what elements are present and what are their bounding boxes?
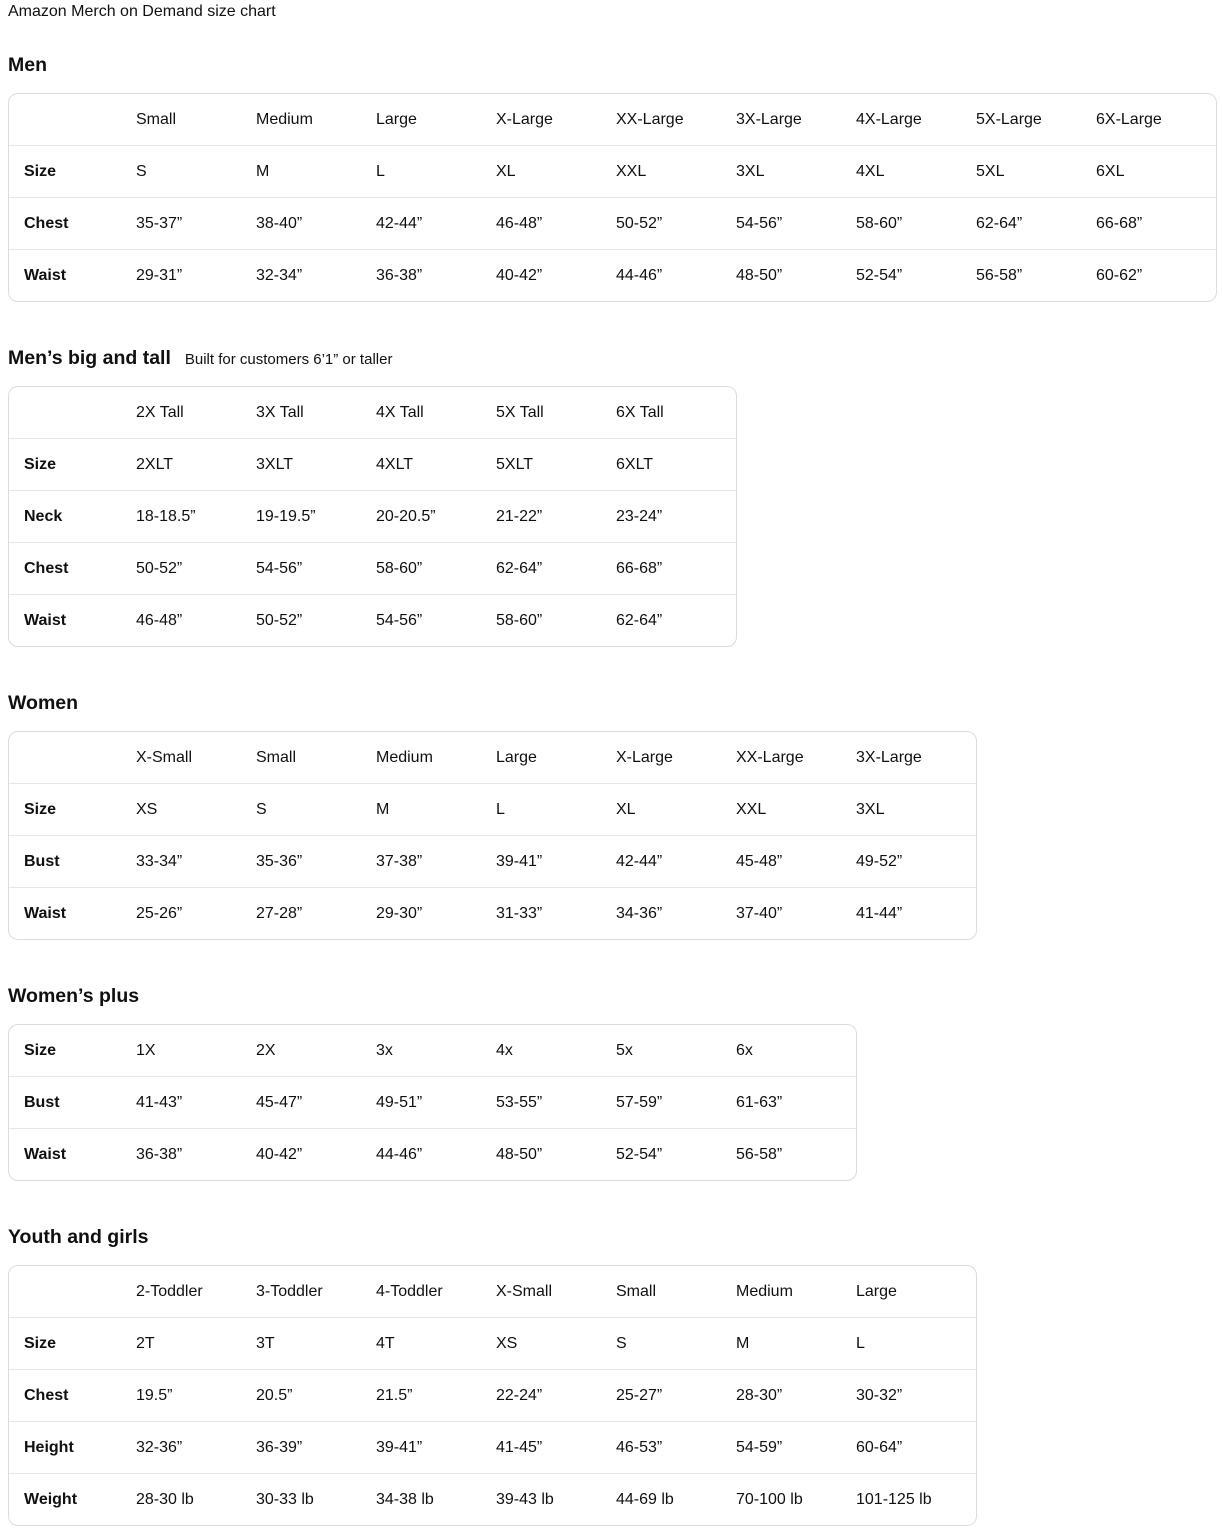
measurement-cell: 31-33” <box>496 887 616 939</box>
measurement-row <box>9 197 1216 249</box>
measurement-cell: 22-24” <box>496 1369 616 1421</box>
measurement-cell: 2X <box>256 1041 276 1059</box>
corner-cell <box>9 387 136 438</box>
corner-cell <box>9 732 136 783</box>
column-header: 6X Tall <box>616 403 664 421</box>
column-header: Large <box>496 748 537 766</box>
measurement-cell: 4XLT <box>376 438 496 490</box>
measurement-row <box>9 249 1216 301</box>
size-chart-sections <box>8 53 1218 1526</box>
row-label: Size <box>24 1041 57 1059</box>
measurement-cell: 39-41” <box>376 1421 496 1473</box>
measurement-cell: 46-53” <box>616 1421 736 1473</box>
measurement-cell: 34-36” <box>616 887 736 939</box>
section-heading: Youth and girls <box>8 1226 149 1248</box>
measurement-row <box>9 438 736 490</box>
measurement-cell: XL <box>496 145 616 197</box>
column-header: Medium <box>256 110 313 128</box>
measurement-cell: XL <box>616 783 736 835</box>
row-label: Size <box>9 438 136 490</box>
measurement-cell: 2XLT <box>136 438 256 490</box>
measurement-cell: M <box>736 1317 856 1369</box>
measurement-cell: 30-33 lb <box>256 1473 376 1525</box>
column-header: 2-Toddler <box>136 1282 203 1300</box>
section-mens-big-and-tall <box>8 346 1218 647</box>
measurement-cell: XS <box>496 1317 616 1369</box>
column-header: XX-Large <box>736 748 804 766</box>
row-label: Weight <box>9 1473 136 1525</box>
measurement-row <box>9 1076 856 1128</box>
measurement-cell: 4XL <box>856 145 976 197</box>
measurement-cell: 101-125 lb <box>856 1473 976 1525</box>
measurement-cell: 58-60” <box>496 594 616 646</box>
measurement-cell: 6x <box>736 1041 753 1059</box>
measurement-cell: 3XL <box>736 145 856 197</box>
page-title: Amazon Merch on Demand size chart <box>8 3 276 20</box>
measurement-cell: 52-54” <box>856 249 976 301</box>
size-table-womens-plus <box>8 1024 857 1181</box>
measurement-cell: S <box>256 783 376 835</box>
measurement-row <box>9 1473 976 1525</box>
corner-cell <box>9 1266 136 1317</box>
section-youth-and-girls <box>8 1225 1218 1526</box>
column-header: Large <box>376 110 417 128</box>
measurement-cell: 34-38 lb <box>376 1473 496 1525</box>
measurement-cell: 37-38” <box>376 835 496 887</box>
column-header: Medium <box>376 748 433 766</box>
measurement-row <box>9 1317 976 1369</box>
row-label: Waist <box>9 887 136 939</box>
measurement-cell: 4x <box>496 1041 513 1059</box>
measurement-cell: S <box>136 145 256 197</box>
section-heading-row <box>8 984 1218 1008</box>
measurement-cell: 32-34” <box>256 249 376 301</box>
column-header: 4X-Large <box>856 110 922 128</box>
measurement-cell: XXL <box>616 145 736 197</box>
column-header: Small <box>136 110 177 128</box>
measurement-cell: 70-100 lb <box>736 1473 856 1525</box>
measurement-cell: 44-46” <box>616 249 736 301</box>
column-header: 4-Toddler <box>376 1282 443 1300</box>
column-header: 3X-Large <box>856 748 922 766</box>
measurement-cell: 53-55” <box>496 1076 616 1128</box>
measurement-cell: 41-45” <box>496 1421 616 1473</box>
row-label: Waist <box>9 594 136 646</box>
measurement-cell: 54-59” <box>736 1421 856 1473</box>
section-women <box>8 691 1218 940</box>
measurement-cell: 3XLT <box>256 438 376 490</box>
measurement-cell: 54-56” <box>376 594 496 646</box>
measurement-row <box>9 1128 856 1180</box>
measurement-row <box>9 783 976 835</box>
measurement-row <box>9 594 736 646</box>
measurement-cell: 35-36” <box>256 835 376 887</box>
measurement-cell: 33-34” <box>136 835 256 887</box>
measurement-cell: 52-54” <box>616 1128 736 1180</box>
measurement-cell: 38-40” <box>256 197 376 249</box>
measurement-cell: 36-39” <box>256 1421 376 1473</box>
measurement-cell: 20-20.5” <box>376 490 496 542</box>
measurement-cell: 54-56” <box>256 542 376 594</box>
measurement-cell: L <box>376 145 496 197</box>
column-header: 5X-Large <box>976 110 1042 128</box>
measurement-cell: 50-52” <box>616 197 736 249</box>
measurement-cell: 45-47” <box>256 1076 376 1128</box>
measurement-row <box>9 145 1216 197</box>
measurement-cell: 30-32” <box>856 1369 976 1421</box>
measurement-cell: 32-36” <box>136 1421 256 1473</box>
measurement-cell: 44-69 lb <box>616 1473 736 1525</box>
column-header: 4X Tall <box>376 403 424 421</box>
measurement-cell: 62-64” <box>496 542 616 594</box>
measurement-cell: 5XLT <box>496 438 616 490</box>
measurement-cell: 61-63” <box>736 1076 856 1128</box>
column-header: Large <box>856 1282 897 1300</box>
row-label: Height <box>9 1421 136 1473</box>
measurement-row <box>9 1025 856 1076</box>
row-label: Waist <box>9 249 136 301</box>
size-table-women <box>8 731 977 940</box>
measurement-cell: 23-24” <box>616 490 736 542</box>
measurement-cell: 21-22” <box>496 490 616 542</box>
measurement-cell: 36-38” <box>136 1128 256 1180</box>
column-header-row <box>9 1266 976 1317</box>
size-table-youth-and-girls <box>8 1265 977 1526</box>
section-heading: Men’s big and tall <box>8 347 171 369</box>
measurement-row <box>9 887 976 939</box>
section-men <box>8 53 1218 302</box>
row-label: Waist <box>9 1128 136 1180</box>
measurement-cell: 54-56” <box>736 197 856 249</box>
measurement-cell: 60-62” <box>1096 249 1216 301</box>
measurement-cell: 25-26” <box>136 887 256 939</box>
measurement-cell: 58-60” <box>856 197 976 249</box>
measurement-cell: 58-60” <box>376 542 496 594</box>
measurement-cell: 6XL <box>1096 145 1216 197</box>
measurement-cell: 6XLT <box>616 438 736 490</box>
row-label: Bust <box>9 835 136 887</box>
measurement-cell: 45-48” <box>736 835 856 887</box>
measurement-cell: 49-52” <box>856 835 976 887</box>
measurement-cell: 3XL <box>856 783 976 835</box>
measurement-cell: 50-52” <box>136 542 256 594</box>
measurement-cell: 48-50” <box>496 1128 616 1180</box>
column-header-row <box>9 387 736 438</box>
row-label: Chest <box>9 1369 136 1421</box>
row-label: Bust <box>9 1076 136 1128</box>
measurement-cell: 41-44” <box>856 887 976 939</box>
measurement-cell: 18-18.5” <box>136 490 256 542</box>
column-header: X-Large <box>496 110 553 128</box>
section-heading: Women’s plus <box>8 985 140 1007</box>
measurement-cell: 2T <box>136 1317 256 1369</box>
measurement-cell: 25-27” <box>616 1369 736 1421</box>
measurement-cell: 4T <box>376 1317 496 1369</box>
measurement-cell: 1X <box>136 1041 156 1059</box>
measurement-cell: 44-46” <box>376 1128 496 1180</box>
measurement-cell: 3T <box>256 1317 376 1369</box>
section-heading-row <box>8 53 1218 77</box>
measurement-cell: 42-44” <box>376 197 496 249</box>
measurement-cell: 46-48” <box>136 594 256 646</box>
column-header-row <box>9 94 1216 145</box>
column-header: 3X Tall <box>256 403 304 421</box>
column-header: 3X-Large <box>736 110 802 128</box>
row-label: Size <box>9 1317 136 1369</box>
row-label: Chest <box>9 197 136 249</box>
measurement-cell: 49-51” <box>376 1076 496 1128</box>
measurement-cell: 19.5” <box>136 1369 256 1421</box>
measurement-cell: 27-28” <box>256 887 376 939</box>
corner-cell <box>9 94 136 145</box>
section-heading: Men <box>8 54 47 76</box>
measurement-cell: 62-64” <box>616 594 736 646</box>
measurement-row <box>9 835 976 887</box>
measurement-cell: M <box>256 145 376 197</box>
measurement-cell: L <box>496 783 616 835</box>
measurement-cell: 35-37” <box>136 197 256 249</box>
column-header: X-Large <box>616 748 673 766</box>
measurement-cell: 19-19.5” <box>256 490 376 542</box>
measurement-cell: 41-43” <box>136 1076 256 1128</box>
section-heading-row <box>8 1225 1218 1249</box>
measurement-cell: 36-38” <box>376 249 496 301</box>
column-header: X-Small <box>496 1282 553 1300</box>
measurement-cell: 37-40” <box>736 887 856 939</box>
column-header-row <box>9 732 976 783</box>
size-table-mens-big-and-tall <box>8 386 737 647</box>
measurement-cell: 40-42” <box>256 1128 376 1180</box>
measurement-cell: 28-30 lb <box>136 1473 256 1525</box>
measurement-cell: 56-58” <box>976 249 1096 301</box>
measurement-cell: 21.5” <box>376 1369 496 1421</box>
column-header: X-Small <box>136 748 193 766</box>
measurement-cell: S <box>616 1317 736 1369</box>
measurement-row <box>9 1369 976 1421</box>
row-label: Chest <box>9 542 136 594</box>
section-heading-row <box>8 346 1218 370</box>
measurement-cell: 40-42” <box>496 249 616 301</box>
measurement-cell: 29-31” <box>136 249 256 301</box>
measurement-cell: 46-48” <box>496 197 616 249</box>
measurement-cell: 66-68” <box>616 542 736 594</box>
measurement-cell: 39-43 lb <box>496 1473 616 1525</box>
measurement-cell: 50-52” <box>256 594 376 646</box>
section-heading-row <box>8 691 1218 715</box>
measurement-cell: 29-30” <box>376 887 496 939</box>
column-header: Small <box>256 748 297 766</box>
measurement-cell: 28-30” <box>736 1369 856 1421</box>
column-header: 6X-Large <box>1096 110 1162 128</box>
row-label: Neck <box>9 490 136 542</box>
measurement-cell: 42-44” <box>616 835 736 887</box>
measurement-cell: 5x <box>616 1041 633 1059</box>
measurement-row <box>9 542 736 594</box>
measurement-cell: 39-41” <box>496 835 616 887</box>
measurement-cell: XXL <box>736 783 856 835</box>
measurement-cell: L <box>856 1317 976 1369</box>
section-subtitle: Built for customers 6’1” or taller <box>184 351 393 368</box>
size-table-men <box>8 93 1217 302</box>
measurement-cell: M <box>376 783 496 835</box>
column-header: Medium <box>736 1282 793 1300</box>
measurement-row <box>9 1421 976 1473</box>
measurement-cell: 48-50” <box>736 249 856 301</box>
measurement-cell: 56-58” <box>736 1128 856 1180</box>
column-header: XX-Large <box>616 110 684 128</box>
measurement-cell: 66-68” <box>1096 197 1216 249</box>
measurement-cell: 5XL <box>976 145 1096 197</box>
column-header: 3-Toddler <box>256 1282 323 1300</box>
row-label: Size <box>9 145 136 197</box>
measurement-cell: 60-64” <box>856 1421 976 1473</box>
measurement-row <box>9 490 736 542</box>
section-womens-plus <box>8 984 1218 1181</box>
column-header: 2X Tall <box>136 403 184 421</box>
measurement-cell: 57-59” <box>616 1076 736 1128</box>
column-header: Small <box>616 1282 657 1300</box>
measurement-cell: 62-64” <box>976 197 1096 249</box>
section-heading: Women <box>8 692 79 714</box>
measurement-cell: 20.5” <box>256 1369 376 1421</box>
row-label: Size <box>9 783 136 835</box>
measurement-cell: 3x <box>376 1041 393 1059</box>
column-header: 5X Tall <box>496 403 544 421</box>
measurement-cell: XS <box>136 783 256 835</box>
